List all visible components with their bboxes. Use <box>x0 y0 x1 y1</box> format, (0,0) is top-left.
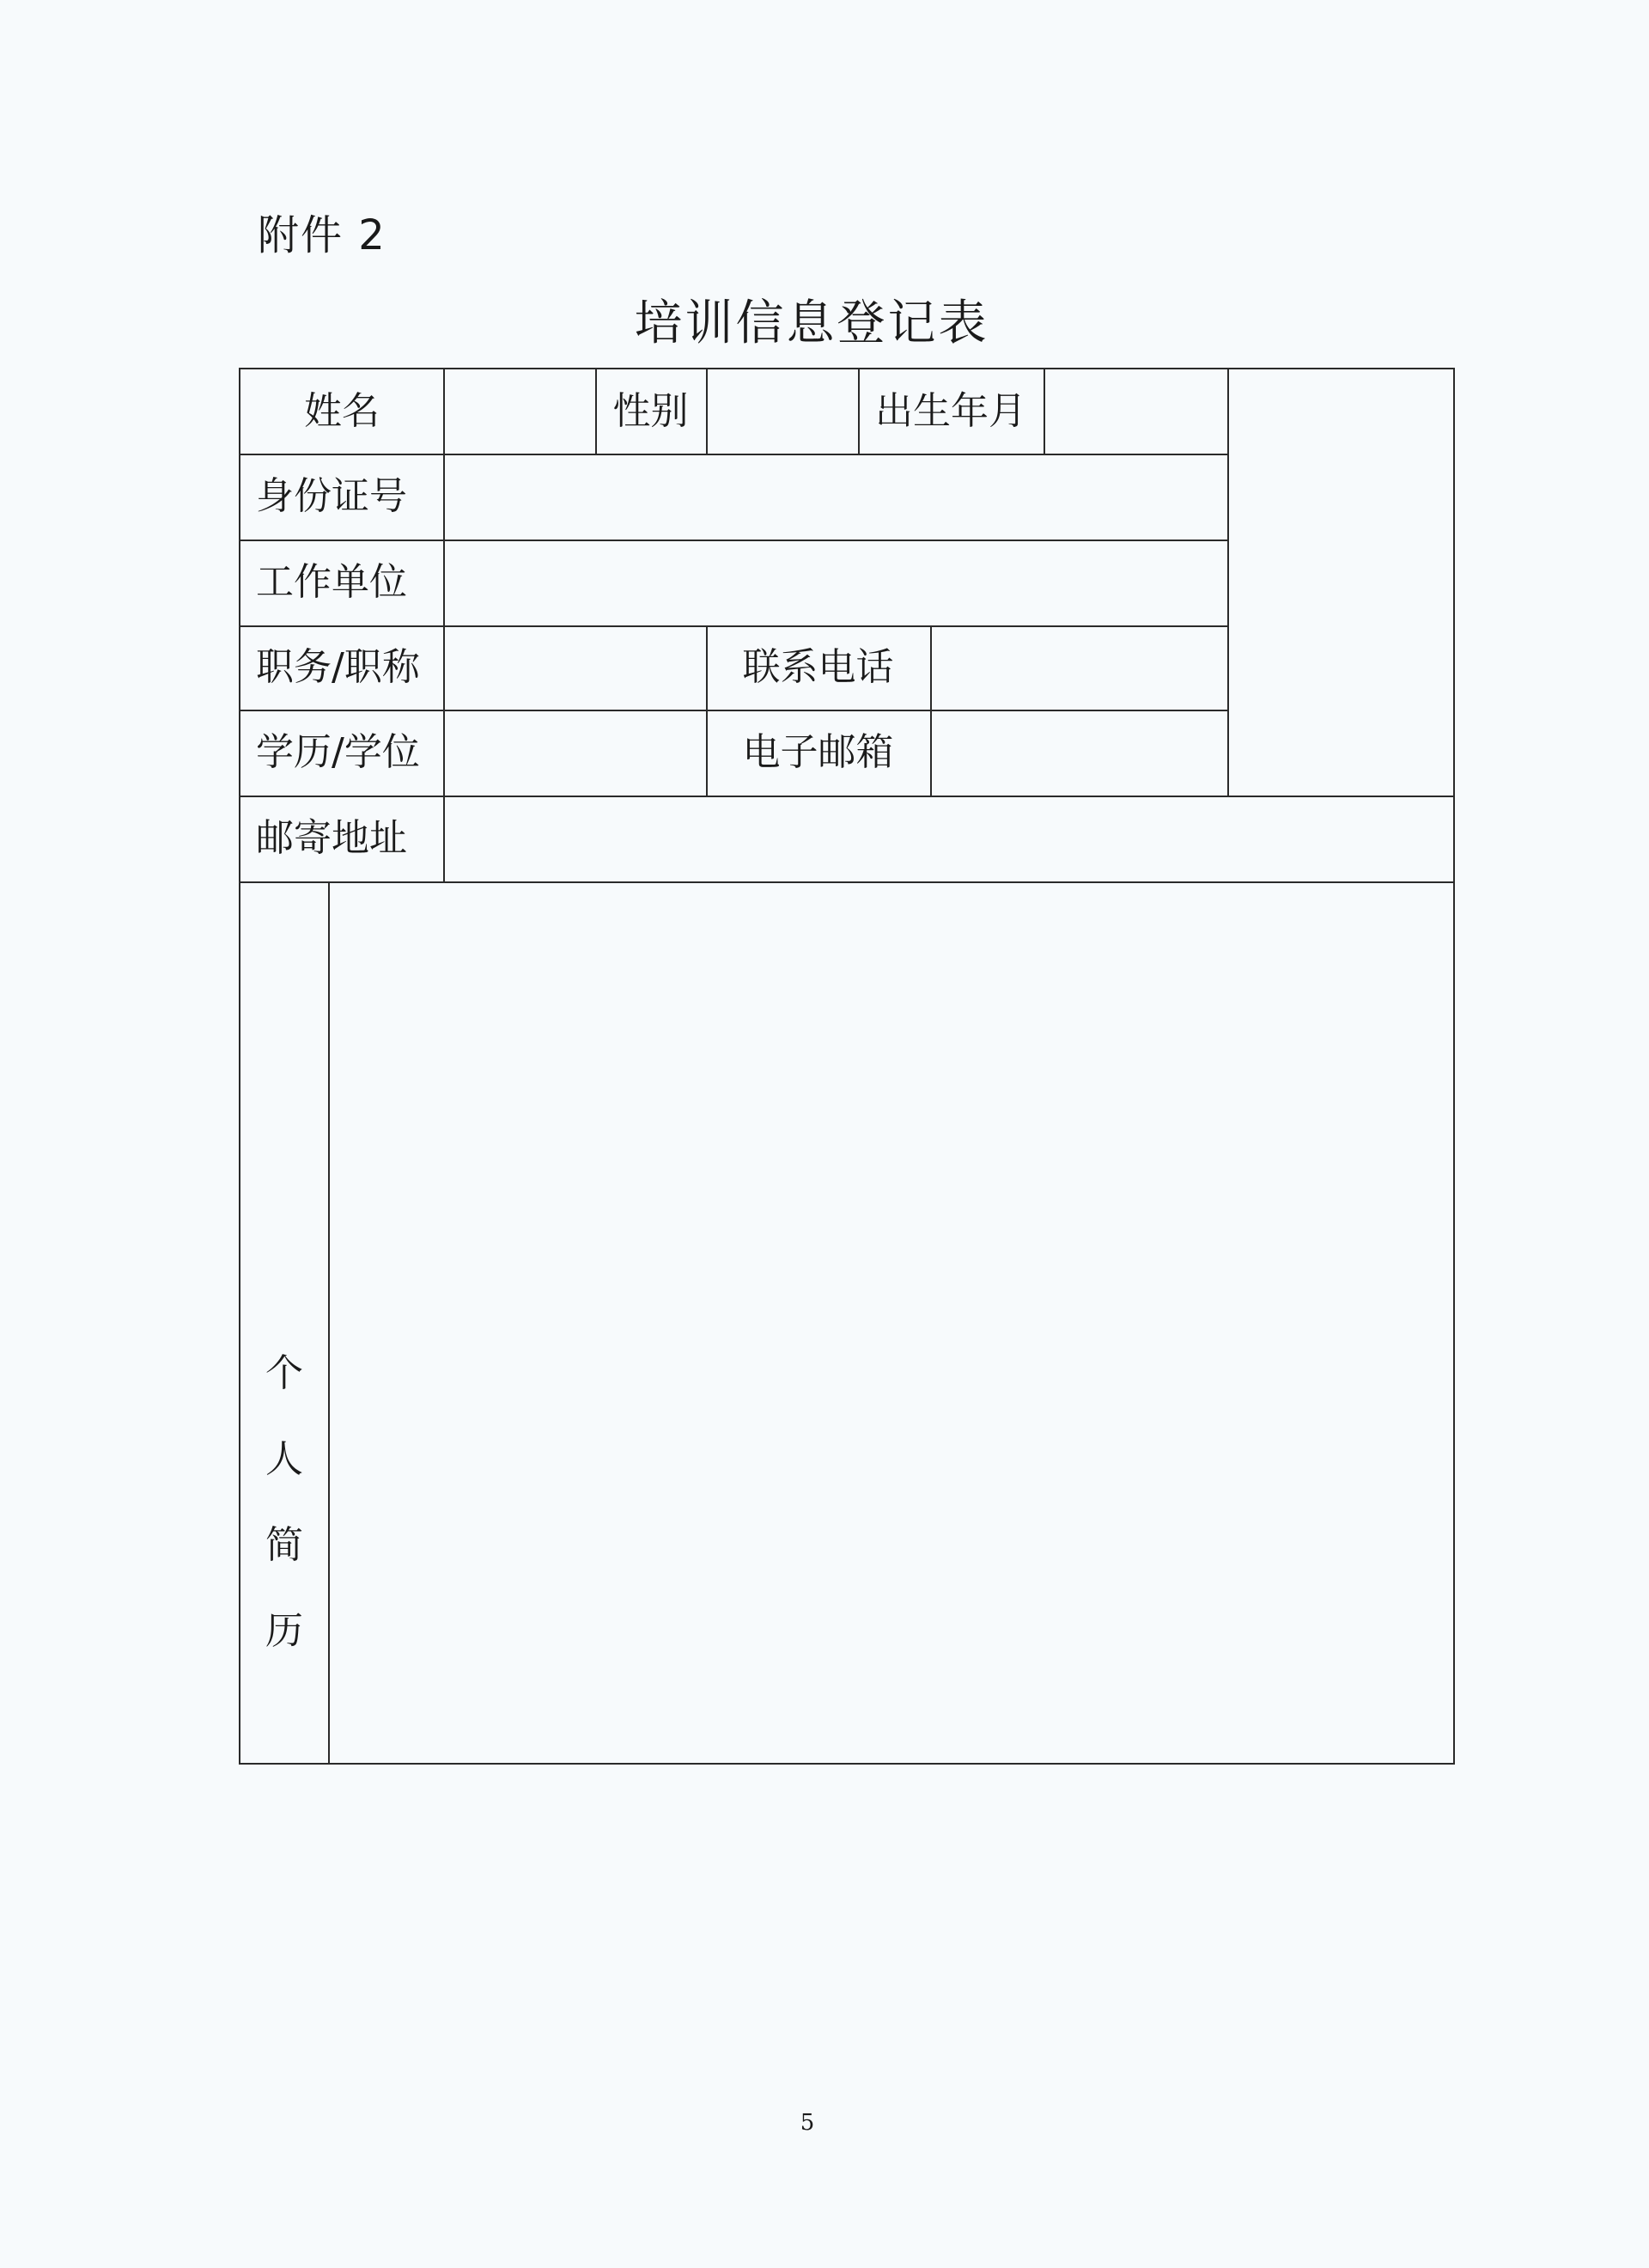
phone-field[interactable] <box>932 627 1227 710</box>
page-number: 5 <box>800 2110 815 2136</box>
resume-label <box>240 1241 328 1764</box>
gender-field[interactable] <box>708 369 858 454</box>
gender-label: 性别 <box>612 389 689 433</box>
name-label: 姓名 <box>304 389 380 433</box>
education-degree-label: 学历/学位 <box>256 730 420 774</box>
id-number-field[interactable] <box>445 455 1227 540</box>
form-title: 培训信息登记表 <box>634 296 989 351</box>
id-number-label: 身份证号 <box>256 474 407 518</box>
name-field[interactable] <box>445 369 595 454</box>
attachment-label: 附件 2 <box>258 211 386 259</box>
resume-label-char: 人 <box>265 1437 303 1481</box>
email-label: 电子邮箱 <box>742 730 894 774</box>
resume-label-char: 简 <box>265 1523 303 1567</box>
resume-label-char: 历 <box>265 1609 303 1653</box>
birth-date-label: 出生年月 <box>875 389 1026 433</box>
work-unit-field[interactable] <box>445 541 1227 625</box>
mailing-address-field[interactable] <box>445 797 1453 881</box>
resume-field[interactable] <box>330 883 1453 1763</box>
birth-date-field[interactable] <box>1045 369 1227 454</box>
registration-form-table <box>239 368 1455 1765</box>
position-title-field[interactable] <box>445 627 706 710</box>
position-title-label: 职务/职称 <box>256 645 420 689</box>
email-field[interactable] <box>932 711 1227 796</box>
resume-label-char: 个 <box>265 1351 303 1395</box>
education-degree-field[interactable] <box>445 711 706 796</box>
mailing-address-label: 邮寄地址 <box>256 816 407 860</box>
work-unit-label: 工作单位 <box>256 560 407 604</box>
photo-area[interactable] <box>1229 369 1453 796</box>
phone-label: 联系电话 <box>742 645 894 689</box>
